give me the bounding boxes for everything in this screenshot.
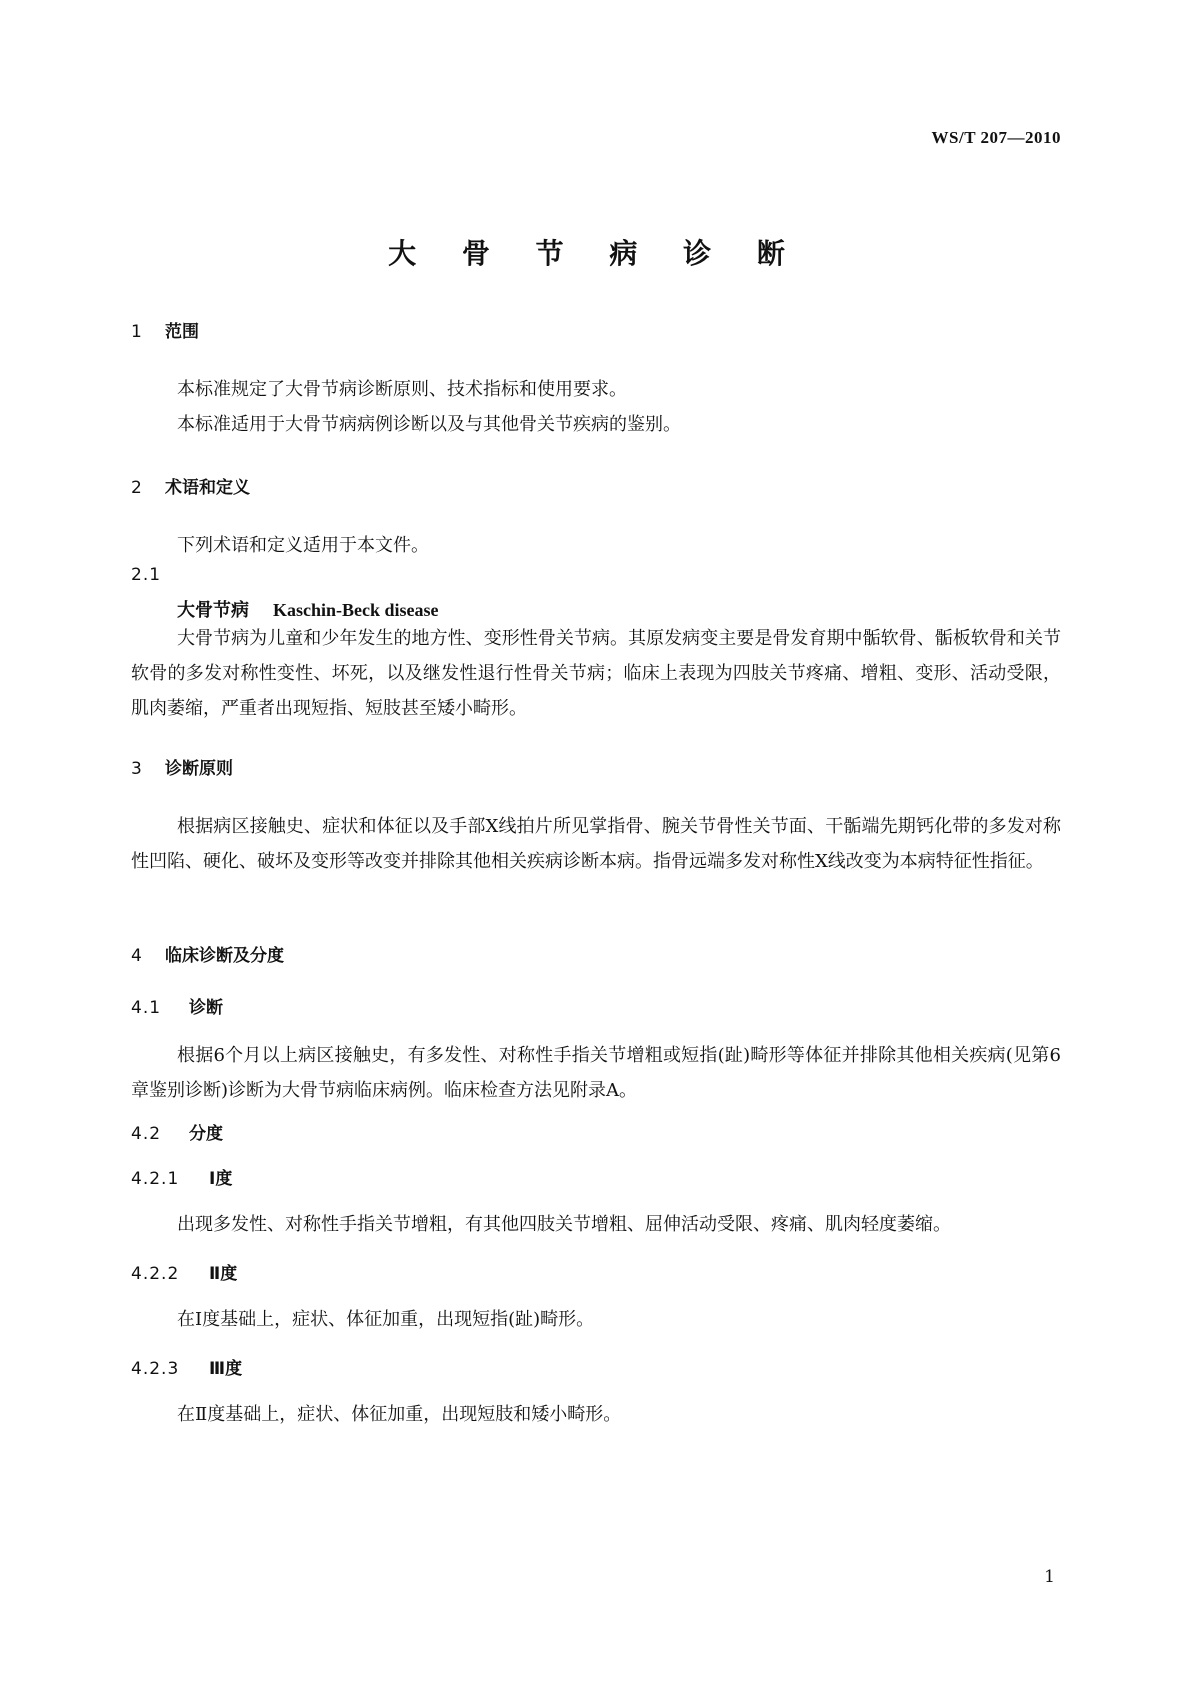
section-number: 1 bbox=[131, 322, 142, 342]
section-title: 诊断 bbox=[189, 998, 223, 1018]
section-title: 诊断原则 bbox=[165, 759, 233, 779]
paragraph: 出现多发性、对称性手指关节增粗，有其他四肢关节增粗、屈伸活动受限、疼痛、肌肉轻度萎缩。 bbox=[177, 1214, 951, 1235]
term-english: Kaschin-Beck disease bbox=[273, 600, 439, 620]
section-title: 术语和定义 bbox=[165, 478, 250, 498]
section-number: 4.2.3 bbox=[131, 1359, 180, 1379]
section-number: 4.2 bbox=[131, 1124, 162, 1144]
section-title: Ⅰ度 bbox=[209, 1169, 233, 1189]
standard-code: WS/T 207—2010 bbox=[931, 128, 1061, 147]
page-number: 1 bbox=[1044, 1567, 1055, 1587]
section-number: 2 bbox=[131, 478, 142, 498]
section-number: 2.1 bbox=[131, 565, 162, 585]
section-title: 范围 bbox=[165, 322, 199, 342]
section-title: Ⅲ度 bbox=[209, 1359, 243, 1379]
subsection-4-2-1-heading bbox=[131, 1164, 232, 1189]
paragraph: 下列术语和定义适用于本文件。 bbox=[177, 535, 429, 556]
section-number: 4.1 bbox=[131, 998, 162, 1018]
term-chinese: 大骨节病 bbox=[177, 600, 249, 621]
paragraph: 根据病区接触史、症状和体征以及手部X线拍片所见掌指骨、腕关节骨性关节面、干骺端先期钙化带的多发对称性凹陷、硬化、破坏及变形等改变并排除其他相关疾病诊断本病。指骨远端多发对称性X线改变为本病特征性指征。 bbox=[131, 816, 1061, 872]
term-entry bbox=[177, 596, 439, 622]
document-title: 大 骨 节 病 诊 断 bbox=[388, 237, 803, 270]
section-1-heading bbox=[131, 317, 199, 342]
section-3-heading bbox=[131, 754, 233, 779]
subsection-2-1-number bbox=[131, 565, 161, 585]
section-number: 3 bbox=[131, 759, 142, 779]
subsection-4-2-2-heading bbox=[131, 1259, 237, 1284]
section-title: Ⅱ度 bbox=[209, 1264, 238, 1284]
paragraph: 在Ⅱ度基础上，症状、体征加重，出现短肢和矮小畸形。 bbox=[177, 1404, 622, 1425]
section-2-heading bbox=[131, 473, 250, 498]
section-number: 4 bbox=[131, 946, 142, 966]
section-number: 4.2.1 bbox=[131, 1169, 180, 1189]
section-number: 4.2.2 bbox=[131, 1264, 180, 1284]
term-definition: 大骨节病为儿童和少年发生的地方性、变形性骨关节病。其原发病变主要是骨发育期中骺软骨、骺板软骨和关节软骨的多发对称性变性、坏死，以及继发性退行性骨关节病；临床上表现为四肢关节疼痛、增粗、变形、活动受限，肌肉萎缩，严重者出现短指、短肢甚至矮小畸形。 bbox=[131, 628, 1061, 719]
paragraph: 根据6个月以上病区接触史，有多发性、对称性手指关节增粗或短指(趾)畸形等体征并排除其他相关疾病(见第6章鉴别诊断)诊断为大骨节病临床病例。临床检查方法见附录A。 bbox=[131, 1045, 1061, 1101]
subsection-4-2-3-heading bbox=[131, 1354, 242, 1379]
paragraph: 本标准规定了大骨节病诊断原则、技术指标和使用要求。 bbox=[177, 379, 627, 400]
section-4-heading bbox=[131, 941, 284, 966]
subsection-4-1-heading bbox=[131, 993, 223, 1018]
section-title: 分度 bbox=[189, 1124, 223, 1144]
paragraph: 在Ⅰ度基础上，症状、体征加重，出现短指(趾)畸形。 bbox=[177, 1309, 595, 1330]
paragraph: 本标准适用于大骨节病病例诊断以及与其他骨关节疾病的鉴别。 bbox=[177, 414, 681, 435]
section-title: 临床诊断及分度 bbox=[165, 946, 284, 966]
subsection-4-2-heading bbox=[131, 1119, 223, 1144]
